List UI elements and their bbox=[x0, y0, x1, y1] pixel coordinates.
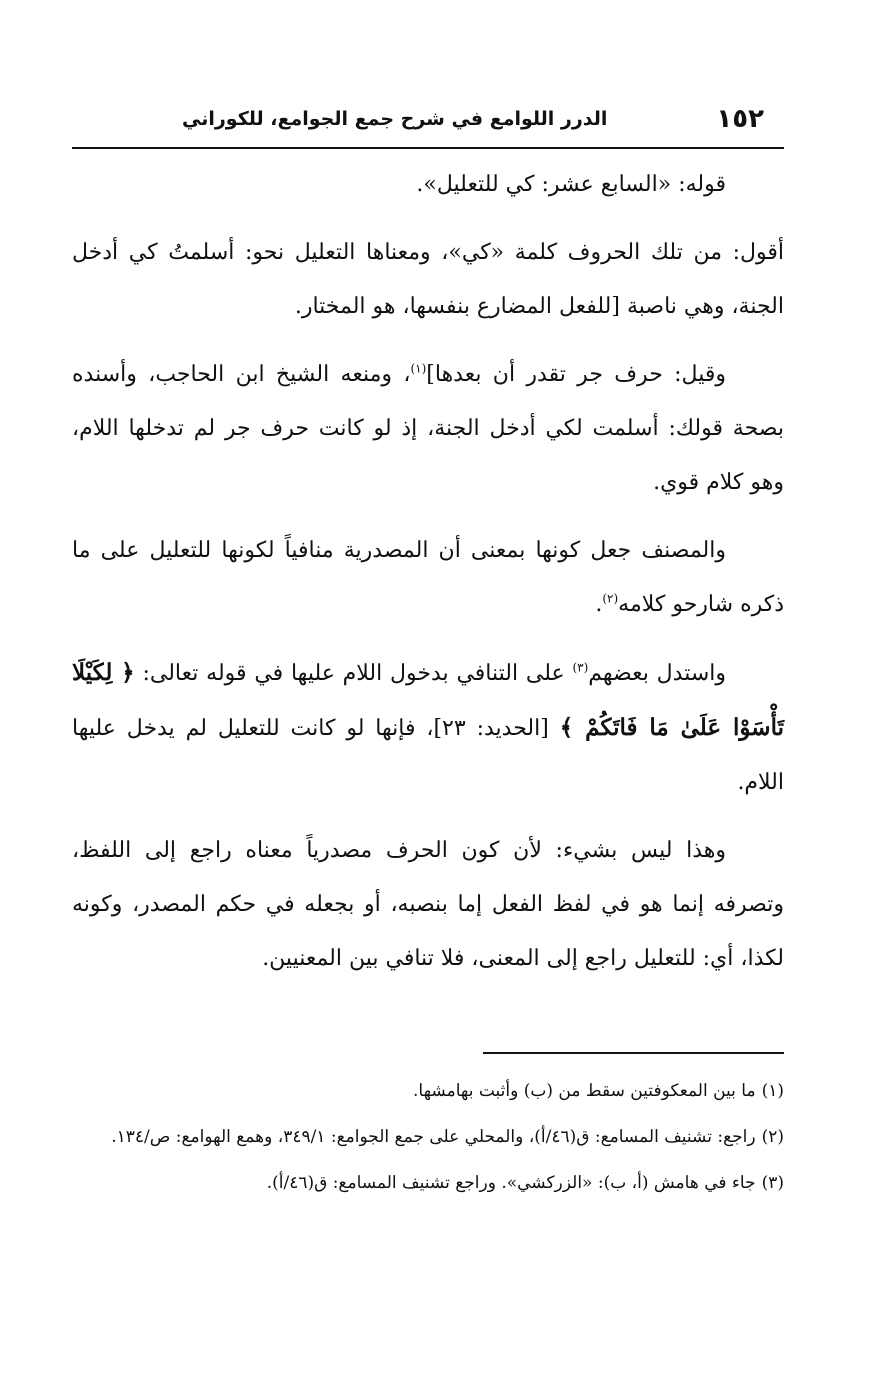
footnote-2 bbox=[72, 1118, 784, 1156]
footnote-number: (٣) bbox=[761, 1173, 784, 1193]
footnote-text: راجع: تشنيف المسامع: ق(٤٦/أ)، والمحلي على جمع الجوامع: ٣٤٩/١، وهمع الهوامع: ص/١٣٤. bbox=[111, 1127, 756, 1147]
paragraph-3 bbox=[72, 348, 784, 510]
footnote-3 bbox=[72, 1164, 784, 1202]
paragraph-3-text: وقيل: حرف جر تقدر أن بعدها] bbox=[426, 362, 726, 387]
paragraph-5-end: [الحديد: ٢٣]، فإنها لو كانت للتعليل لم يدخل عليها اللام. bbox=[72, 716, 784, 795]
paragraph-4 bbox=[72, 524, 784, 632]
footnotes bbox=[72, 1072, 784, 1210]
footnote-text: ما بين المعكوفتين سقط من (ب) وأثبت بهامشها. bbox=[413, 1081, 756, 1101]
footnote-number: (١) bbox=[761, 1081, 784, 1101]
paragraph-5-start: واستدل بعضهم bbox=[588, 661, 726, 686]
paragraph-6: وهذا ليس بشيء: لأن كون الحرف مصدرياً معناه راجع إلى اللفظ، وتصرفه إنما هو في لفظ الفعل إما بنصبه، أو بجعله في حكم المصدر، وكونه لكذا، أي: للتعليل راجع إلى المعنى، فلا تنافي بين المعنيين. bbox=[72, 838, 784, 971]
footnote-1 bbox=[72, 1072, 784, 1110]
footnote-number: (٢) bbox=[761, 1127, 784, 1147]
paragraph-5 bbox=[72, 646, 784, 810]
paragraph-3-rest: ، ومنعه الشيخ ابن الحاجب، وأسنده بصحة قولك: أسلمت لكي أدخل الجنة، إذ لو كانت حرف جر لم تدخلها اللام، وهو كلام قوي. bbox=[72, 362, 784, 495]
running-title: الدرر اللوامع في شرح جمع الجوامع، للكوراني bbox=[182, 108, 608, 130]
paragraph-5-mid: على التنافي بدخول اللام عليها في قوله تعالى: bbox=[134, 661, 573, 686]
paragraph-1: قوله: «السابع عشر: كي للتعليل». bbox=[416, 172, 726, 197]
footnote-ref-1[interactable]: (١) bbox=[410, 361, 427, 376]
quran-verse: ﴿ لِكَيْلَا تَأْسَوْا عَلَىٰ مَا فَاتَكُمْ ﴾ bbox=[72, 659, 784, 741]
header-rule bbox=[72, 147, 784, 149]
paragraph-2: أقول: من تلك الحروف كلمة «كي»، ومعناها التعليل نحو: أسلمتُ كي أدخل الجنة، وهي ناصبة [للفعل المضارع بنفسها، هو المختار. bbox=[72, 240, 785, 319]
footnote-ref-3[interactable]: (٣) bbox=[572, 660, 589, 675]
page-number: ١٥٢ bbox=[716, 104, 764, 134]
footnote-separator bbox=[483, 1052, 784, 1054]
footnote-text: جاء في هامش (أ، ب): «الزركشي». وراجع تشنيف المسامع: ق(٤٦/أ). bbox=[266, 1173, 756, 1193]
footnote-ref-2[interactable]: (٢) bbox=[602, 591, 619, 606]
paragraph-4-end: . bbox=[595, 592, 603, 617]
page-header bbox=[72, 98, 784, 140]
main-text bbox=[72, 158, 784, 1000]
paragraph-4-text: والمصنف جعل كونها بمعنى أن المصدرية منافياً لكونها للتعليل على ما ذكره شارحو كلامه bbox=[72, 538, 784, 617]
